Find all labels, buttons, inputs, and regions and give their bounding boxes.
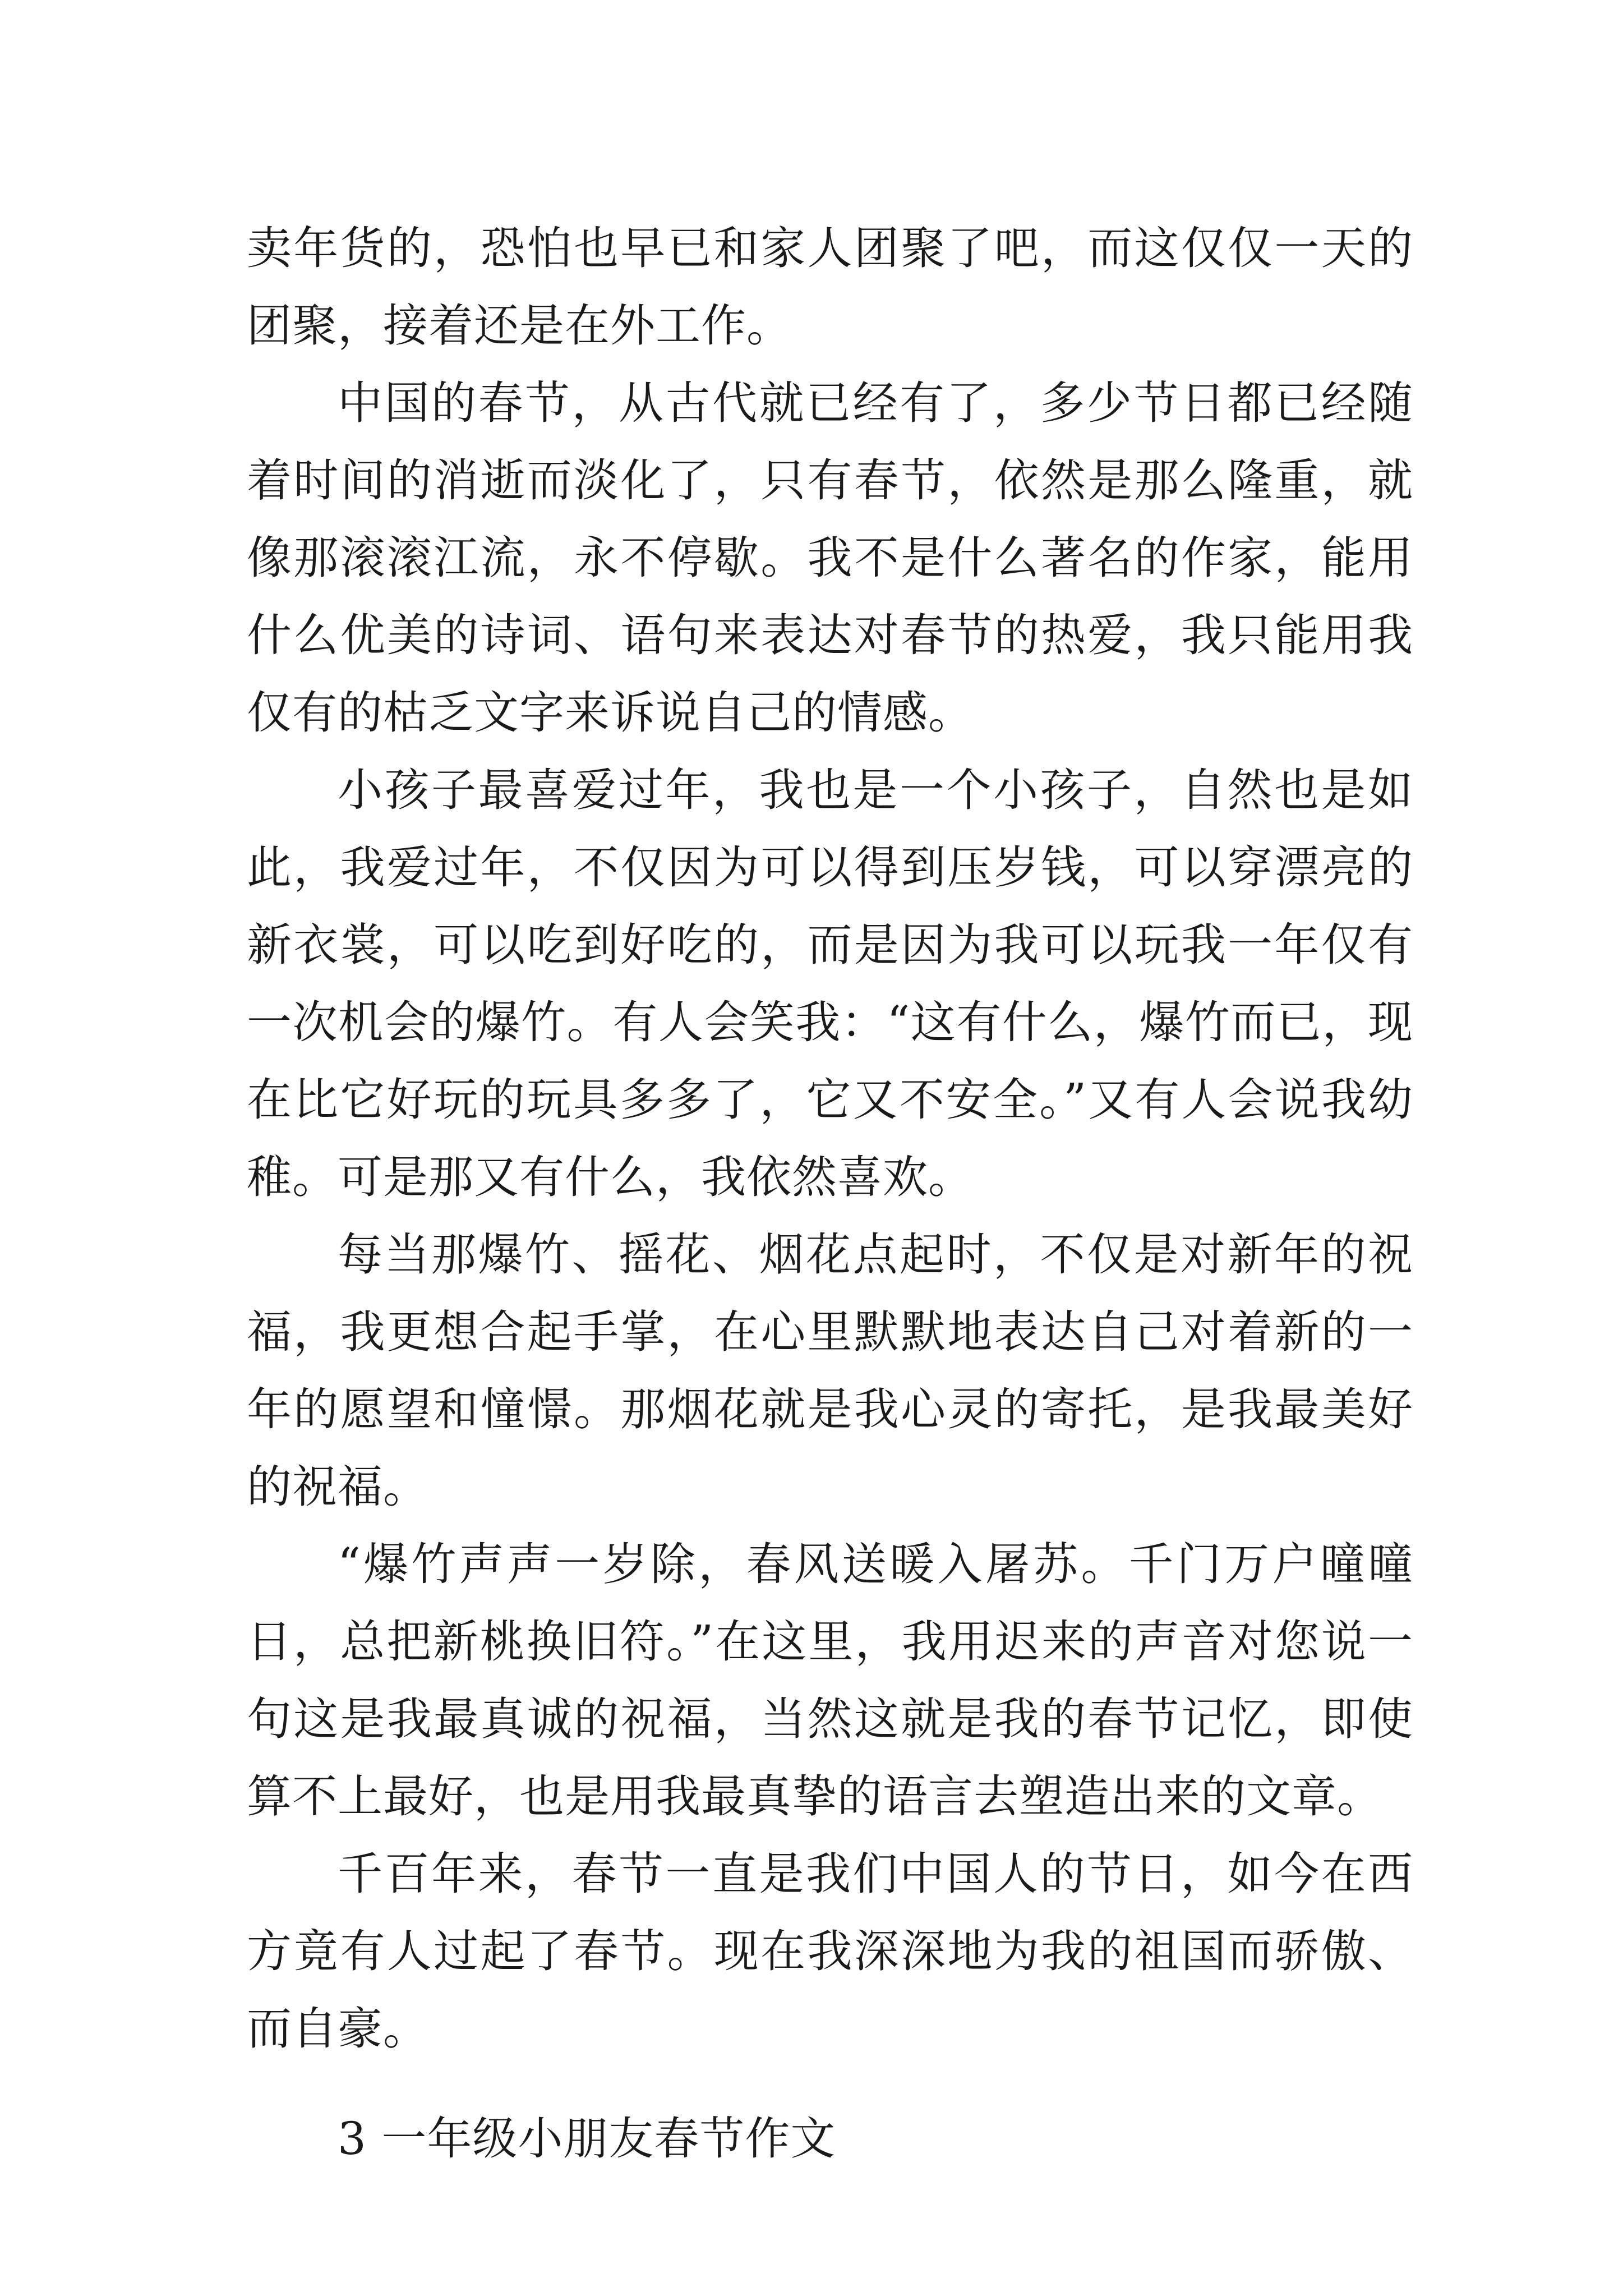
paragraph-fireworks-wishes: 每当那爆竹、摇花、烟花点起时，不仅是对新年的祝福，我更想合起手掌，在心里默默地表达自己对着新的一年的愿望和憧憬。那烟花就是我心灵的寄托，是我最美好的祝福。 bbox=[247, 1228, 1413, 1513]
paragraph-spring-festival-history: 中国的春节，从古代就已经有了，多少节日都已经随着时间的消逝而淡化了，只有春节，依然是那么隆重，就像那滚滚江流，永不停歇。我不是什么著名的作家，能用什么优美的诗词、语句来表达对春节的热爱，我只能用我仅有的枯乏文字来诉说自己的情感。 bbox=[247, 377, 1413, 739]
paragraph-poem-blessing: “爆竹声声一岁除，春风送暖入屠苏。千门万户曈曈日，总把新桃换旧符。”在这里，我用迟来的声音对您说一句这是我最真诚的祝福，当然这就是我的春节记忆，即使算不上最好，也是用我最真挚的语言去塑造出来的文章。 bbox=[247, 1538, 1413, 1823]
section-heading: 3 一年级小朋友春节作文 bbox=[338, 2113, 836, 2165]
paragraph-pride: 千百年来，春节一直是我们中国人的节日，如今在西方竟有人过起了春节。现在我深深地为我的祖国而骄傲、而自豪。 bbox=[247, 1848, 1413, 2055]
paragraph-children-love-new-year: 小孩子最喜爱过年，我也是一个小孩子，自然也是如此，我爱过年，不仅因为可以得到压岁钱，可以穿漂亮的新衣裳，可以吃到好吃的，而是因为我可以玩我一年仅有一次机会的爆竹。有人会笑我：“这有什么，爆竹而已，现在比它好玩的玩具多多了，它又不安全。”又有人会说我幼稚。可是那又有什么，我依然喜欢。 bbox=[247, 764, 1413, 1203]
document-body bbox=[247, 210, 1413, 2178]
paragraph-continuation: 卖年货的，恐怕也早已和家人团聚了吧，而这仅仅一天的团聚，接着还是在外工作。 bbox=[247, 222, 1413, 352]
